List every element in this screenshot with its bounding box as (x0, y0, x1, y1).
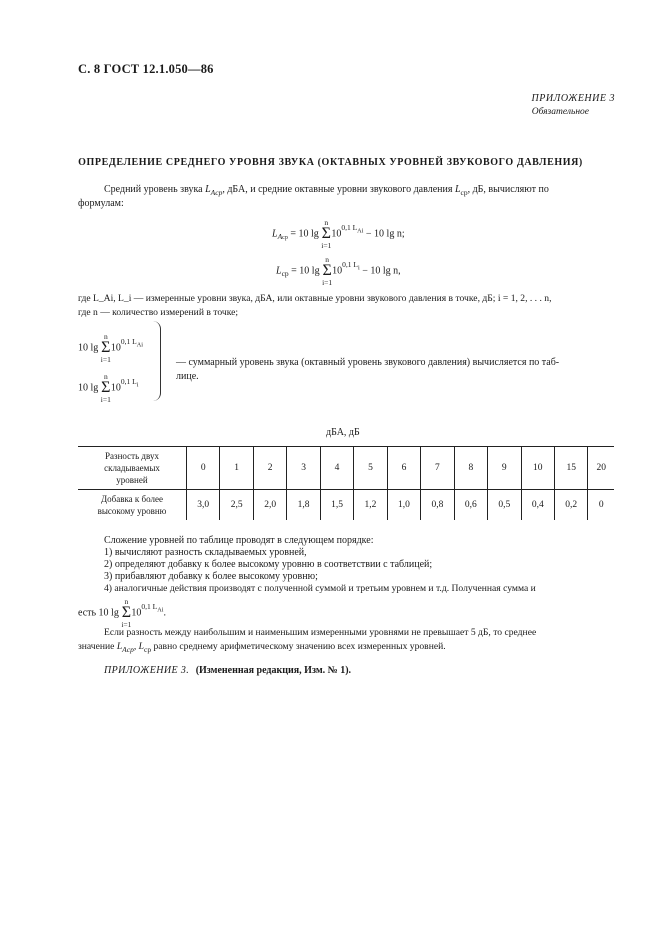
addition-cell: 1,0 (387, 490, 420, 521)
levels-table (78, 446, 614, 520)
addition-cell: 1,2 (354, 490, 387, 521)
appendix-status: Обязательное (531, 107, 589, 117)
procedure-step: 2) определяют добавку к более высокому уровню в соответствии с таблицей; (104, 559, 433, 570)
diff-cell: 4 (320, 447, 353, 490)
sum-formula-a: 10 lg n Σ i=1 $10^{0,1 L_{Ai}}$ (78, 332, 143, 364)
addition-cell: 0,2 (554, 490, 587, 521)
sum-formula-b: 10 lg n Σ i=1 $10^{0,1 L_i}$ (78, 372, 139, 404)
revision-note: ПРИЛОЖЕНИЕ 3. (Измененная редакция, Изм. № 1). (104, 665, 352, 676)
formula-average-octave-level: $L_{ср} = 10$ lg n Σ i=1 $10^{0,1 L_i} - 10$ lg n, (276, 255, 401, 287)
note-line-2: значение $L_{Aср}$, $L_{ср}$ равно среднему арифметическому значению всех измеренных уровней. (78, 641, 446, 654)
header-label: Разность двух складываемых уровней (78, 447, 187, 490)
table-header-row (78, 447, 614, 490)
addition-cell: 0,4 (521, 490, 554, 521)
intro-line-2: формулам: (78, 198, 124, 209)
procedure-step: 4) аналогичные действия производят с полученной суммой и третьим уровнем и т.д. Полученная сумма и (104, 583, 536, 594)
section-title: ОПРЕДЕЛЕНИЕ СРЕДНЕГО УРОВНЯ ЗВУКА (ОКТАВНЫХ УРОВНЕЙ ЗВУКОВОГО ДАВЛЕНИЯ) (78, 157, 583, 168)
diff-cell: 7 (421, 447, 454, 490)
diff-cell: 3 (287, 447, 320, 490)
diff-cell: 20 (588, 447, 614, 490)
diff-cell: 9 (488, 447, 521, 490)
addition-cell: 2,0 (253, 490, 286, 521)
addition-cell: 1,8 (287, 490, 320, 521)
addition-cell: 0,8 (421, 490, 454, 521)
page-header: С. 8 ГОСТ 12.1.050—86 (78, 62, 214, 76)
sum-description: — суммарный уровень звука (октавный уровень звукового давления) вычисляется по таб- (176, 357, 560, 368)
addition-cell: 3,0 (187, 490, 220, 521)
diff-cell: 10 (521, 447, 554, 490)
where-line-1: где L_Ai, L_i — измеренные уровни звука, дБА, или октавные уровни звукового давления в точке, дБ; i = 1, 2, . . . n, (78, 293, 552, 304)
table-units: дБА, дБ (326, 427, 360, 438)
appendix-label: ПРИЛОЖЕНИЕ 3 (531, 93, 615, 104)
addition-cell: 2,5 (220, 490, 253, 521)
procedure-intro: Сложение уровней по таблице проводят в следующем порядке: (104, 535, 374, 546)
table-values-row (78, 490, 614, 521)
where-line-2: где n — количество измерений в точке; (78, 307, 239, 318)
diff-cell: 5 (354, 447, 387, 490)
note-line-1: Если разность между наибольшим и наименьшим измеренными уровнями не превышает 5 дБ, то среднее (104, 627, 537, 638)
addition-cell: 0,5 (488, 490, 521, 521)
diff-cell: 8 (454, 447, 487, 490)
diff-cell: 15 (554, 447, 587, 490)
diff-cell: 1 (220, 447, 253, 490)
addition-cell: 0,6 (454, 490, 487, 521)
diff-cell: 0 (187, 447, 220, 490)
brace (152, 321, 161, 401)
formula-average-sound-level: $L_{Aср} = 10$ lg n Σ i=1 $10^{0,1 L_{Ai}} - 10$ lg n; (272, 218, 405, 250)
addition-cell: 0 (588, 490, 614, 521)
intro-line-1: Средний уровень звука $L_{Aср}$, дБА, и средние октавные уровни звукового давления $L_{ср}$, дБ, вычисляют по (104, 184, 549, 197)
procedure-step: 1) вычисляют разность складываемых уровней, (104, 547, 307, 558)
diff-cell: 2 (253, 447, 286, 490)
row-label: Добавка к более высокому уровню (97, 494, 167, 516)
sum-description-2: лице. (176, 371, 199, 382)
procedure-tail-formula: есть 10 lg n Σ i=1 $10^{0,1 L_{Ai}}$. (78, 597, 167, 629)
procedure-step: 3) прибавляют добавку к более высокому уровню; (104, 571, 318, 582)
diff-cell: 6 (387, 447, 420, 490)
addition-cell: 1,5 (320, 490, 353, 521)
